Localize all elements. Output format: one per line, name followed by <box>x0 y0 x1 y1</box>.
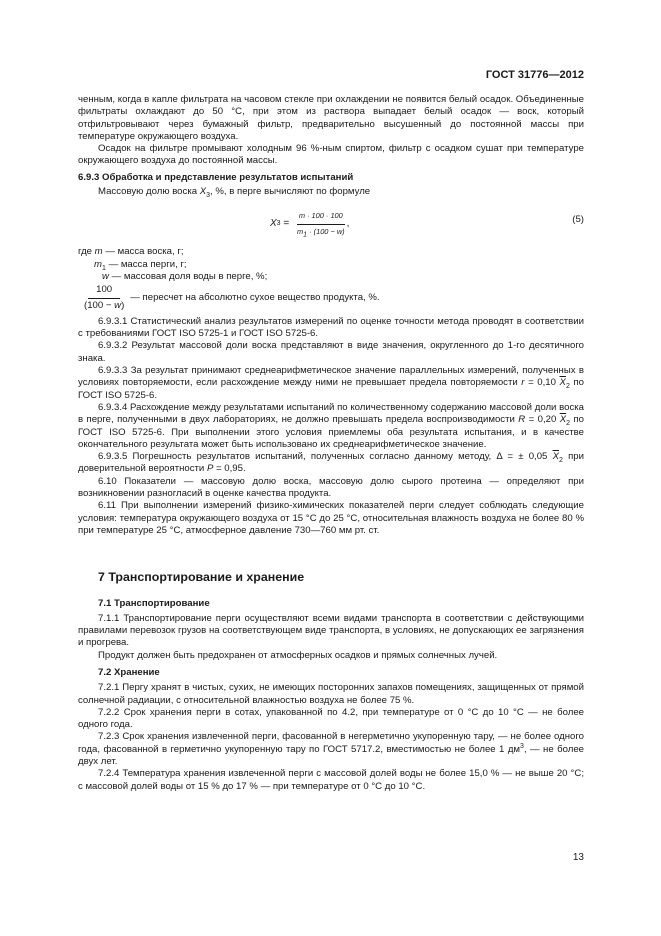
p6933-x-mean: $\overline{X}$ <box>559 377 566 389</box>
formula-intro-text-b: , %, в перге вычисляют по формуле <box>210 186 371 198</box>
paragraph-continued: ченным, когда в капле фильтрата на часовом стекле при охлаждении не появится белый осадок. Объединенные фильтраты охлаждают до 50 °С, при этом из раствора выпадает белый осадок — воск, который отфильтровывают через бумажный фильтр, предварительно высушенный до постоянной массы при температуре окружающего воздуха. <box>78 94 584 142</box>
formula-numerator: m · 100 · 100 <box>297 210 345 224</box>
formula-legend <box>78 246 584 311</box>
formula-intro-var: X <box>199 186 207 198</box>
p6935-subscript: 2 <box>559 457 563 465</box>
formula-equals: = <box>280 218 292 230</box>
page-content <box>78 94 584 793</box>
section-title-7: 7 Транспортирование и хранение <box>98 570 305 585</box>
clause-title-6-9-3: 6.9.3 Обработка и представление результатов испытаний <box>78 171 354 183</box>
paragraph-6-9-3-5 <box>78 451 584 476</box>
p6934-text-c: по ГОСТ ISO 5725-6. При выполнении этого условия приемлемы оба результата испытания, и в качестве окончательного результата может быть использовано их среднеарифметическое значение. <box>78 414 584 450</box>
p6935-p: P <box>206 463 214 475</box>
p6935-text-b: при доверительной вероятности <box>78 451 584 475</box>
paragraph-7-1-1-b: Продукт должен быть предохранен от атмосферных осадков и прямых солнечных лучей. <box>98 649 498 661</box>
legend-item-dry-basis <box>78 284 584 312</box>
page-number: 13 <box>572 852 584 863</box>
legend-item-w <box>78 271 584 283</box>
p6933-subscript: 2 <box>565 383 570 391</box>
p6935-text-c: = 0,95. <box>213 463 246 475</box>
legend-den-var: w <box>114 299 122 311</box>
legend-m1-subscript: 1 <box>102 264 106 272</box>
formula-5: X 3 = $\frac{m \cdot 100 \cdot 100}{m_1 \cdot (100 - w)}$ , <box>270 211 350 239</box>
paragraph-sediment-wash: Осадок на фильтре промывают холодным 96 %-ным спиртом, фильтр с осадком сушат при температуре окружающего воздуха до постоянной массы. <box>78 143 584 167</box>
paragraph-7-1-1: 7.1.1 Транспортирование перги осуществляют всеми видами транспорта в соответствии с действующими правилами перевозок грузов на соответствующем виде транспорта, в условиях, не допускающих ее загрязнения и прогрева. <box>78 612 584 649</box>
legend-den-b: ) <box>121 299 125 311</box>
formula-lhs-var: X <box>270 218 277 230</box>
paragraph-6-10: 6.10 Показатели — массовую долю воска, массовую долю сырого протеина — определяют при возникновении разногласий в оценке качества продукта. <box>78 475 584 500</box>
paragraph-6-9-3-3 <box>78 365 584 402</box>
p6933-text-b: = 0,10 <box>524 377 560 389</box>
legend-w-var: w <box>102 270 109 282</box>
formula-fraction <box>295 210 347 238</box>
formula-den-m: m <box>296 226 304 236</box>
paragraph-7-2-4: 7.2.4 Температура хранения извлеченной перги с массовой долей воды не более 15,0 % — не выше 20 °С; с массовой долей воды от 15 % до 17 % — при температуре от 0 °С до 10 °С. <box>78 768 584 792</box>
p723-superscript: 3 <box>520 742 524 750</box>
legend-m-text: — масса воска, г; <box>102 246 184 258</box>
paragraph-7-2-1: 7.2.1 Пергу хранят в чистых, сухих, не имеющих посторонних запахов помещениях, защищенных от прямой солнечной радиации, с относительной влажностью воздуха не более 75 %. <box>78 682 584 706</box>
paragraph-6-9-3-2: 6.9.3.2 Результат массовой доли воска представляют в виде значения, округленного до 1-го десятичного знака. <box>78 340 584 364</box>
paragraph-6-9-3-4 <box>78 402 584 451</box>
p6933-text-c: по ГОСТ ISO 5725-6. <box>78 377 584 401</box>
formula-intro-subscript: 3 <box>206 191 211 199</box>
legend-m1-text: — масса перги, г; <box>105 258 187 270</box>
formula-number: (5) <box>572 214 584 226</box>
p6934-text-b: = 0,20 <box>525 414 560 426</box>
p6934-subscript: 2 <box>566 420 571 428</box>
paragraph-7-2-3 <box>78 731 584 768</box>
p6934-text-a: 6.9.3.4 Расхождение между результатами испытаний по количественному содержанию массовой доли воска в перге, полученными в двух лабораториях, не должно превышать предела воспроизводимости <box>78 401 584 426</box>
formula-den-subscript: 1 <box>303 231 308 239</box>
paragraph-6-11: 6.11 При выполнении измерений физико-химических показателей перги следует соблюдать следующие условия: температура окружающего воздуха от 15 °С до 25 °С, относительная влажность воздуха не более 80 % при температуре 25 °С, атмосферное давление 730—760 мм рт. ст. <box>78 500 584 536</box>
formula-intro-text-a: Массовую долю воска <box>98 186 200 198</box>
formula-denominator <box>295 225 347 238</box>
legend-w-text: — массовая доля воды в перге, %; <box>108 270 268 282</box>
legend-m-prefix: где <box>78 246 95 258</box>
p6934-r: R <box>518 414 526 426</box>
p6933-text-a: 6.9.3.3 За результат принимают среднеарифметическое значение параллельных измерений, полученных в условиях повторяемости, если расхождение между ними не превышает предела повторяемости <box>78 365 584 389</box>
p723-text-b: , — не более двух лет. <box>78 743 585 768</box>
p723-text-a: 7.2.3 Срок хранения извлеченной перги, фасованной в негерметично укупоренную тару, — не более одного года, фасованной в герметично укупоренную тару по ГОСТ 5717.2, вместимостью не более 1 дм <box>78 731 584 755</box>
formula-intro <box>78 186 584 198</box>
legend-den-a: (100 − <box>84 299 115 311</box>
paragraph-7-2-2: 7.2.2 Срок хранения перги в сотах, упакованной по 4.2, при температуре от 0 °С до 10 °С — не более одного года. <box>78 706 584 731</box>
p6934-x-mean: $\overline{X}$ <box>559 414 567 426</box>
legend-fraction-numerator: 100 <box>88 284 120 298</box>
document-code-header: ГОСТ 31776—2012 <box>485 69 584 81</box>
formula-block <box>78 204 584 244</box>
legend-item-m <box>78 246 584 258</box>
legend-fraction <box>82 284 126 312</box>
legend-m-var: m <box>94 246 103 258</box>
legend-fraction-denominator <box>82 299 126 312</box>
formula-tail: , <box>346 218 350 230</box>
subsection-title-7-1: 7.1 Транспортирование <box>98 597 210 609</box>
paragraph-6-9-3-1: 6.9.3.1 Статистический анализ результатов измерений по оценке точности метода проводят в соответствии с требованиями ГОСТ ISO 5725-1 и ГОСТ ISO 5725-6. <box>78 315 584 340</box>
legend-m1-var: m <box>94 258 102 270</box>
subsection-title-7-2: 7.2 Хранение <box>98 666 160 678</box>
p6935-text-a: 6.9.3.5 Погрешность результатов испытаний, полученных согласно данному методу, Δ = ± 0,05 <box>98 451 553 463</box>
formula-den-rest: · (100 − w) <box>307 226 345 236</box>
legend-fraction-text: — пересчет на абсолютно сухое вещество продукта, %. <box>130 291 380 303</box>
p6935-x-mean: $\overline{X}$ <box>552 451 559 463</box>
p6933-r: r <box>521 377 525 389</box>
legend-item-m1 <box>78 259 584 271</box>
